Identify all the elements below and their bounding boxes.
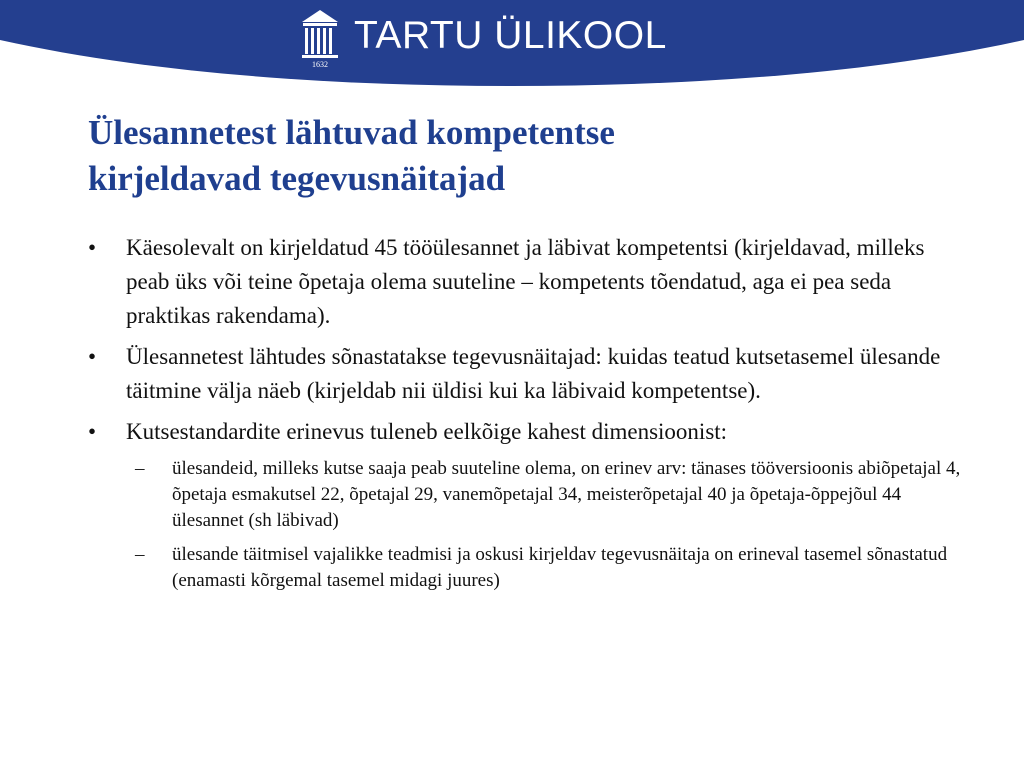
bullet-text: Ülesannetest lähtudes sõnastatakse tegevusnäitajad: kuidas teatud kutsetasemel ülesande täitmine välja näeb (kirjeldab nii üldisi kui ka läbivaid kompetentse). [126, 344, 941, 403]
slide-content [88, 231, 968, 602]
university-logo [300, 8, 667, 68]
header-band [0, 0, 1024, 86]
sub-text: ülesande täitmisel vajalikke teadmisi ja oskusi kirjeldav tegevusnäitaja on erineval tasemel sõnastatud (enamasti kõrgemal tasemel midagi juures) [172, 544, 948, 591]
sub-list [88, 456, 968, 594]
bullet-item-3 [88, 415, 968, 449]
sub-marker: – [135, 544, 145, 565]
sub-text: ülesandeid, milleks kutse saaja peab suuteline olema, on erinev arv: tänases tööversioonis abiõpetajal 4, õpetaja esmakutsel 22, õpetajal 29, vanemõpetajal 34, meisterõpetajal 40 ja õpetaja-õppejõul 44 ülesannet (sh läbivad) [172, 458, 961, 531]
bullet-marker: • [88, 235, 97, 260]
sub-item-2 [128, 542, 968, 594]
slide-title-line-2: kirjeldavad tegevusnäitajad [88, 159, 506, 198]
bullet-text: Kutsestandardite erinevus tuleneb eelkõige kahest dimensioonist: [126, 419, 728, 444]
university-building-icon [300, 8, 340, 68]
sub-item-1 [128, 456, 968, 534]
bullet-marker: • [88, 419, 97, 444]
logo-text: TARTU ÜLIKOOL [354, 14, 667, 57]
sub-marker: – [135, 458, 145, 479]
bullet-item-2 [88, 340, 968, 408]
bullet-marker: • [88, 344, 97, 369]
emblem-year: 1632 [312, 60, 328, 68]
slide-title [88, 110, 968, 202]
slide-title-line-1: Ülesannetest lähtuvad kompetentse [88, 113, 615, 152]
bullet-text: Käesolevalt on kirjeldatud 45 tööülesannet ja läbivat kompetentsi (kirjeldavad, milleks peab üks või teine õpetaja olema suuteline – kompetents tõendatud, aga ei pea seda praktikas rakendama). [126, 235, 925, 328]
bullet-item-1 [88, 231, 968, 333]
